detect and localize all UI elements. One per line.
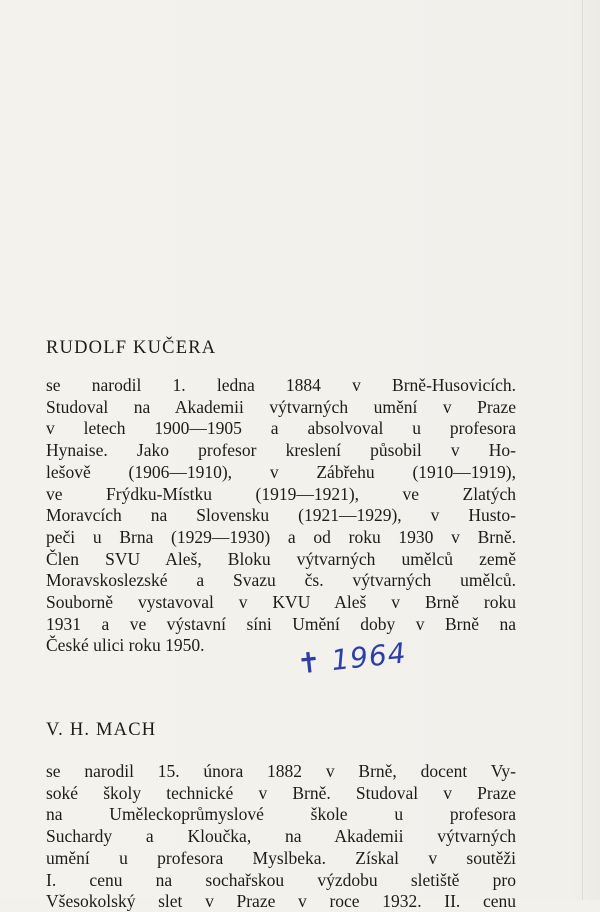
section-heading: RUDOLF KUČERA <box>46 338 217 358</box>
page-edge <box>582 0 583 900</box>
text-line: 1931 a ve výstavní síni Umění doby v Brně na <box>46 613 516 634</box>
text-line: peči u Brna (1929—1930) a od roku 1930 v Brně. <box>46 526 516 547</box>
text-line: ve Frýdku-Místku (1919—1921), ve Zlatých <box>46 483 516 504</box>
text-line-cut-off: Všesokolský slet v Praze v roce 1932. II. cenu <box>46 891 516 912</box>
text-line: lešově (1906—1910), v Zábřehu (1910—1919), <box>46 461 516 482</box>
text-line: Člen SVU Aleš, Bloku výtvarných umělců země <box>46 548 516 569</box>
text-line: v letech 1900—1905 a absolvoval u profesora <box>46 418 516 439</box>
text-line: se narodil 15. února 1882 v Brně, docent Vy- <box>46 761 516 781</box>
text-line: České ulici roku 1950. <box>46 635 205 656</box>
text-line: Studoval na Akademii výtvarných umění v Praze <box>46 396 516 417</box>
biography-section-1 <box>46 338 516 657</box>
text-line: umění u profesora Myslbeka. Získal v soutěži <box>46 847 516 868</box>
text-line: Souborně vystavoval v KVU Aleš v Brně roku <box>46 592 516 613</box>
text-line: Suchardy a Kloučka, na Akademii výtvarných <box>46 826 516 847</box>
text-line: soké školy technické v Brně. Studoval v Praze <box>46 782 516 803</box>
biography-section-2 <box>46 720 516 912</box>
handwritten-death-year: ✝ 1964 <box>295 636 409 681</box>
text-line: Hynaise. Jako profesor kreslení působil v Ho- <box>46 440 516 461</box>
section-heading: V. H. MACH <box>46 720 157 740</box>
text-line: Moravcích na Slovensku (1921—1929), v Husto- <box>46 505 516 526</box>
text-line: I. cenu na sochařskou výzdobu sletiště pro <box>46 869 516 890</box>
text-line: se narodil 1. ledna 1884 v Brně-Husovicích. <box>46 375 516 395</box>
section-body <box>46 375 516 657</box>
text-line: Moravskoslezské a Svazu čs. výtvarných umělců. <box>46 570 516 591</box>
section-body <box>46 761 516 912</box>
text-line: na Uměleckoprůmyslové škole u profesora <box>46 804 516 825</box>
